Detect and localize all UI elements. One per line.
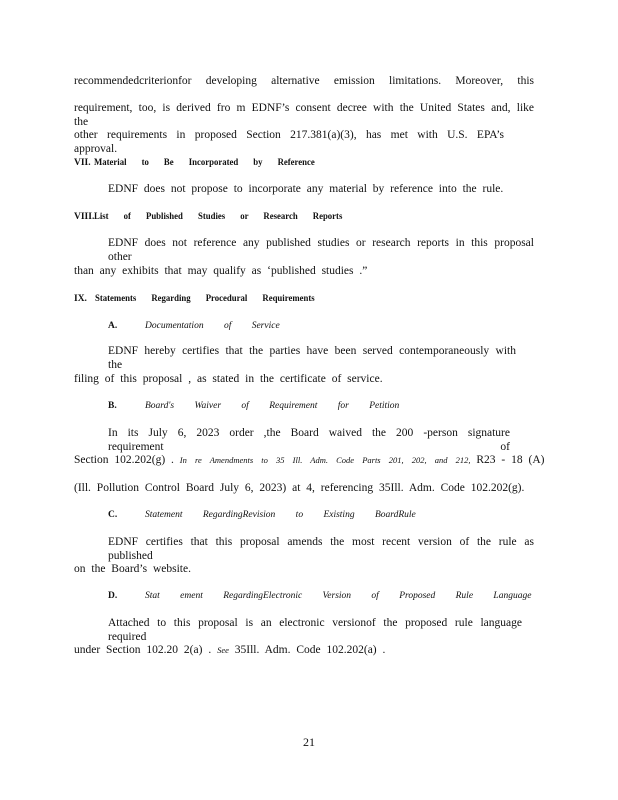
- body-line: on the Board’s website.: [74, 563, 191, 575]
- section-heading-ix: [74, 293, 334, 305]
- body-line: other requirements in proposed Section 217.381(a)(3), has met with U.S. EPA’s approval.: [74, 129, 504, 155]
- subsection-heading-a: [108, 320, 280, 332]
- subsection-heading-b: [108, 400, 399, 412]
- body-line: (Ill. Pollution Control Board July 6, 2023) at 4, referencing 35Ill. Adm. Code 102.202(g).: [74, 482, 525, 494]
- subsection-title: Stat ement RegardingElectronic Version of Proposed Rule Language: [145, 591, 532, 601]
- subsection-title: Board's Waiver of Requirement for Petition: [145, 401, 400, 411]
- subsection-letter: C.: [108, 510, 118, 520]
- body-line: than any exhibits that may qualify as ‘published studies .”: [74, 265, 368, 277]
- section-number: VIII.: [74, 212, 95, 222]
- section-title: Statements Regarding Procedural Requirements: [95, 294, 315, 304]
- citation-case-name: In re Amendments to 35 Ill. Adm. Code Parts 201, 202, and 212,: [179, 455, 471, 465]
- section-number: VII.: [74, 158, 91, 168]
- section-heading-vii: [74, 157, 334, 169]
- citation-section: Section 102.202(g) .: [74, 454, 174, 466]
- section-title: List of Published Studies or Research Reports: [94, 212, 343, 222]
- body-line-citation: [74, 643, 534, 657]
- citation-code: 35Ill. Adm. Code 102.202(a) .: [234, 644, 386, 656]
- body-line: EDNF hereby certifies that the parties have been served contemporaneously with the: [108, 345, 516, 371]
- subsection-title: Documentation of Service: [145, 321, 280, 331]
- body-line: requirement, too, is derived fro m EDNF’s consent decree with the United States and, like the: [74, 102, 534, 128]
- body-line: filing of this proposal , as stated in the certificate of service.: [74, 373, 383, 385]
- page-number: 21: [303, 735, 315, 749]
- citation-docket: R23 - 18 (A): [476, 454, 545, 466]
- subsection-letter: A.: [108, 321, 118, 331]
- body-line: EDNF does not propose to incorporate any material by reference into the rule.: [108, 183, 504, 195]
- subsection-heading-c: [108, 509, 416, 521]
- section-title: Material to Be Incorporated by Reference: [94, 158, 315, 168]
- citation-signal: See: [217, 645, 229, 655]
- subsection-letter: D.: [108, 591, 118, 601]
- section-heading-viii: [74, 211, 343, 223]
- body-line: EDNF does not reference any published studies or research reports in this proposal other: [108, 237, 534, 263]
- body-line-citation: [74, 453, 545, 467]
- citation-section: under Section 102.20 2(a) .: [74, 644, 212, 656]
- body-line: recommendedcriterionfor developing alternative emission limitations. Moreover, this: [74, 75, 534, 87]
- section-number: IX.: [74, 294, 87, 304]
- body-line: Attached to this proposal is an electronic versionof the proposed rule language required: [108, 617, 522, 643]
- subsection-heading-d: [108, 590, 531, 602]
- subsection-letter: B.: [108, 401, 117, 411]
- body-line: EDNF certifies that this proposal amends the most recent version of the rule as published: [108, 536, 534, 562]
- subsection-title: Statement RegardingRevision to Existing BoardRule: [145, 510, 416, 520]
- body-line: In its July 6, 2023 order ,the Board waived the 200 -person signature requirement of: [108, 427, 510, 453]
